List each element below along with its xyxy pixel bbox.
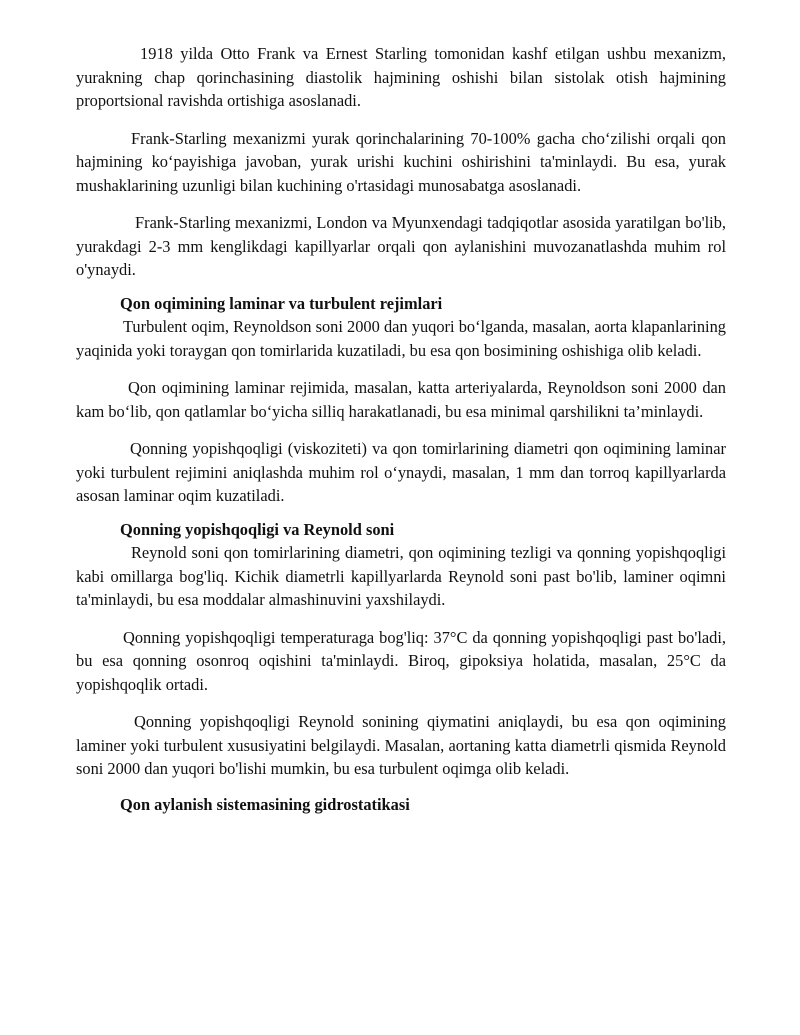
paragraph-frank-starling-stretch: Frank-Starling mexanizmi yurak qorinchalarining 70-100% gacha choʻzilishi orqali qon hajmining koʻpayishiga javoban, yurak urishi kuchini oshirishini ta'minlaydi. Bu esa, yurak mushaklarining uzunligi bilan kuchining o'rtasidagi munosabatga asoslanadi. xyxy=(76,128,726,195)
paragraph-reynolds-factors: Reynold soni qon tomirlarining diametri, qon oqimining tezligi va qonning yopishqoqligi kabi omillarga bog'liq. Kichik diametrli kapillyarlarda Reynold soni past bo'lib, laminer oqimni ta'minlaydi, bu esa moddalar almashinuvini yaxshilaydi. xyxy=(76,543,726,609)
paragraph-turbulent-flow: Turbulent oqim, Reynoldson soni 2000 dan yuqori boʻlganda, masalan, aorta klapanlarining yaqinida yoki toraygan qon tomirlarida kuzatiladi, bu esa qon bosimining oshishiga olib keladi. xyxy=(76,317,726,360)
section-heading-viscosity-reynolds: Qonning yopishqoqligi va Reynold soni xyxy=(120,519,395,539)
paragraph-frank-starling-history: 1918 yilda Otto Frank va Ernest Starling tomonidan kashf etilgan ushbu mexanizm, yurakning chap qorinchasining diastolik hajmining oshishi bilan sistolak otish hajmining proportsional ravishda ortishiga asoslanadi. xyxy=(76,44,726,110)
paragraph-frank-starling-research: Frank-Starling mexanizmi, London va Myunxendagi tadqiqotlar asosida yaratilgan bo'lib, yurakdagi 2-3 mm kenglikdagi kapillyarlar orqali qon aylanishini muvozanatlashda muhim rol o'ynaydi. xyxy=(76,213,726,279)
document-page xyxy=(76,42,726,816)
section-heading-flow-regimes: Qon oqimining laminar va turbulent rejimlari xyxy=(120,293,443,313)
paragraph-viscosity-temperature: Qonning yopishqoqligi temperaturaga bog'liq: 37°C da qonning yopishqoqligi past bo'ladi, bu esa qonning osonroq oqishini ta'minlaydi. Biroq, gipoksiya holatida, masalan, 25°C da yopishqoqlik ortadi. xyxy=(76,627,726,694)
paragraph-viscosity-reynolds-value: Qonning yopishqoqligi Reynold sonining qiymatini aniqlaydi, bu esa qon oqimining laminer yoki turbulent xususiyatini belgilaydi. Masalan, aortaning katta diametrli qismida Reynold soni 2000 dan yuqori bo'lishi mumkin, bu esa turbulent oqimga olib keladi. xyxy=(76,712,726,778)
paragraph-viscosity-diameter: Qonning yopishqoqligi (viskoziteti) va qon tomirlarining diametri qon oqimining laminar yoki turbulent rejimini aniqlashda muhim rol oʻynaydi, masalan, 1 mm dan torroq kapillyarlarda asosan laminar oqim kuzatiladi. xyxy=(76,439,726,505)
paragraph-laminar-flow: Qon oqimining laminar rejimida, masalan, katta arteriyalarda, Reynoldson soni 2000 dan kam boʻlib, qon qatlamlar boʻyicha silliq harakatlanadi, bu esa minimal qarshilikni ta’minlaydi. xyxy=(76,378,726,421)
section-heading-hydrostatics: Qon aylanish sistemasining gidrostatikasi xyxy=(120,794,410,814)
